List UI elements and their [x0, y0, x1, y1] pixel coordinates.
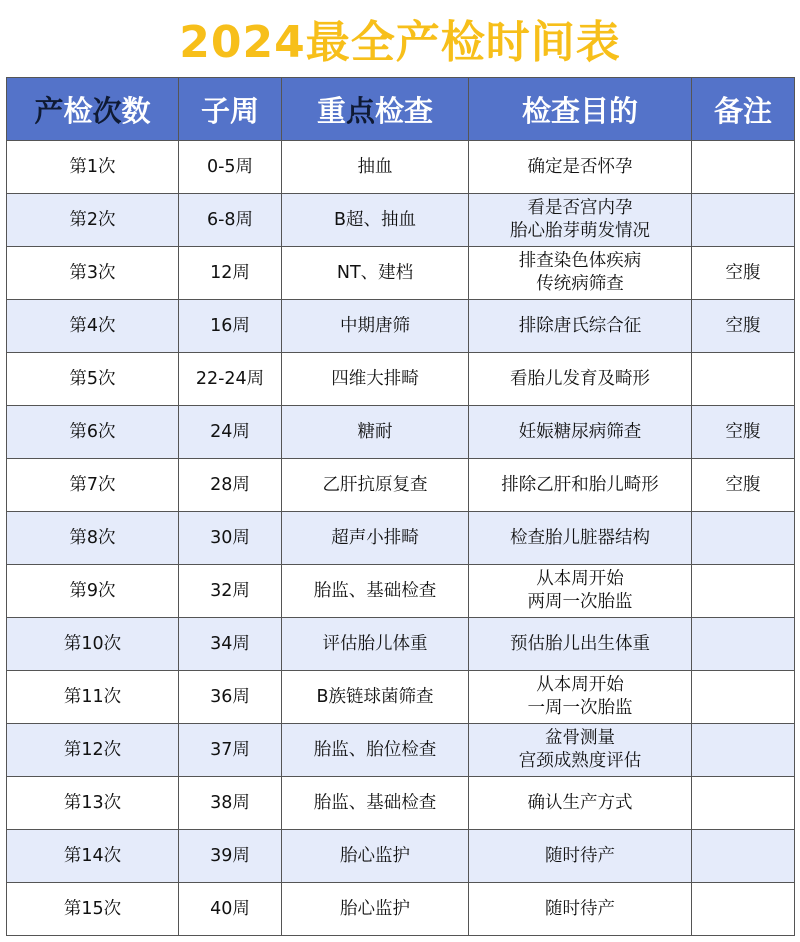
- cell-note: [692, 512, 795, 565]
- cell-visit: 第9次: [7, 565, 179, 618]
- purpose-line: 传统病筛查: [536, 274, 624, 294]
- cell-purpose: [469, 300, 692, 353]
- cell-focus: 乙肝抗原复查: [282, 459, 469, 512]
- purpose-line: 排除乙肝和胎儿畸形: [501, 474, 659, 495]
- cell-visit: 第10次: [7, 618, 179, 671]
- page-title: 2024最全产检时间表: [179, 17, 621, 68]
- table-row: [7, 565, 795, 618]
- cell-visit: 第1次: [7, 141, 179, 194]
- cell-week: 24周: [179, 406, 282, 459]
- cell-note: 空腹: [692, 406, 795, 459]
- purpose-line: 宫颈成熟度评估: [518, 751, 642, 771]
- purpose-line: 确认生产方式: [527, 792, 633, 813]
- cell-visit: 第5次: [7, 353, 179, 406]
- cell-focus: 胎心监护: [282, 830, 469, 883]
- cell-note: [692, 724, 795, 777]
- purpose-line: 盆骨测量: [545, 728, 615, 748]
- cell-purpose: [469, 353, 692, 406]
- cell-visit: 第8次: [7, 512, 179, 565]
- cell-visit: 第12次: [7, 724, 179, 777]
- cell-week: 34周: [179, 618, 282, 671]
- cell-visit: 第15次: [7, 883, 179, 936]
- cell-note: [692, 353, 795, 406]
- cell-week: 30周: [179, 512, 282, 565]
- cell-purpose: [469, 459, 692, 512]
- purpose-line: 随时待产: [545, 845, 615, 866]
- header-focus: 重点检查: [282, 78, 469, 141]
- header-week: 子周: [179, 78, 282, 141]
- cell-week: 38周: [179, 777, 282, 830]
- cell-visit: 第13次: [7, 777, 179, 830]
- cell-week: 6-8周: [179, 194, 282, 247]
- header-purpose: 检查目的: [469, 78, 692, 141]
- cell-week: 16周: [179, 300, 282, 353]
- cell-focus: 胎心监护: [282, 883, 469, 936]
- cell-week: 36周: [179, 671, 282, 724]
- cell-week: 39周: [179, 830, 282, 883]
- cell-purpose: [469, 194, 692, 247]
- purpose-line: 看是否宫内孕: [527, 198, 633, 218]
- cell-purpose: [469, 830, 692, 883]
- cell-purpose: [469, 512, 692, 565]
- cell-week: 40周: [179, 883, 282, 936]
- purpose-line: 两周一次胎监: [527, 592, 633, 612]
- table-row: [7, 830, 795, 883]
- purpose-line: 看胎儿发育及畸形: [510, 368, 650, 389]
- cell-note: 空腹: [692, 300, 795, 353]
- purpose-line: 预估胎儿出生体重: [510, 633, 650, 654]
- table-row: [7, 512, 795, 565]
- table-row: [7, 300, 795, 353]
- table-row: [7, 141, 795, 194]
- cell-week: 37周: [179, 724, 282, 777]
- table-row: [7, 618, 795, 671]
- cell-note: [692, 671, 795, 724]
- table-row: [7, 247, 795, 300]
- cell-note: 空腹: [692, 247, 795, 300]
- table-row: [7, 671, 795, 724]
- cell-purpose: [469, 406, 692, 459]
- cell-week: 0-5周: [179, 141, 282, 194]
- purpose-line: 随时待产: [545, 898, 615, 919]
- cell-note: [692, 883, 795, 936]
- cell-note: [692, 565, 795, 618]
- cell-focus: B族链球菌筛查: [282, 671, 469, 724]
- cell-week: 12周: [179, 247, 282, 300]
- cell-purpose: [469, 883, 692, 936]
- cell-focus: 胎监、胎位检查: [282, 724, 469, 777]
- table-body: [7, 141, 795, 936]
- table-row: [7, 883, 795, 936]
- cell-focus: 评估胎儿体重: [282, 618, 469, 671]
- header-row: [7, 78, 795, 141]
- cell-focus: 糖耐: [282, 406, 469, 459]
- cell-purpose: [469, 247, 692, 300]
- cell-week: 22-24周: [179, 353, 282, 406]
- purpose-line: 排除唐氏综合征: [518, 315, 642, 336]
- purpose-line: 从本周开始: [536, 569, 624, 589]
- table-row: [7, 406, 795, 459]
- cell-note: [692, 141, 795, 194]
- table-row: [7, 353, 795, 406]
- purpose-line: 检查胎儿脏器结构: [510, 527, 650, 548]
- prenatal-schedule-table: [6, 77, 795, 936]
- cell-note: 空腹: [692, 459, 795, 512]
- cell-visit: 第4次: [7, 300, 179, 353]
- cell-purpose: [469, 565, 692, 618]
- cell-visit: 第3次: [7, 247, 179, 300]
- table-row: [7, 724, 795, 777]
- header-note: 备注: [692, 78, 795, 141]
- purpose-line: 从本周开始: [536, 675, 624, 695]
- cell-focus: 超声小排畸: [282, 512, 469, 565]
- purpose-line: 一周一次胎监: [527, 698, 633, 718]
- cell-focus: 抽血: [282, 141, 469, 194]
- cell-focus: 胎监、基础检查: [282, 777, 469, 830]
- cell-purpose: [469, 141, 692, 194]
- cell-week: 32周: [179, 565, 282, 618]
- purpose-line: 妊娠糖尿病筛查: [518, 421, 642, 442]
- cell-week: 28周: [179, 459, 282, 512]
- cell-focus: 胎监、基础检查: [282, 565, 469, 618]
- table-row: [7, 777, 795, 830]
- cell-note: [692, 194, 795, 247]
- cell-visit: 第7次: [7, 459, 179, 512]
- cell-focus: B超、抽血: [282, 194, 469, 247]
- header-visit-count: 产检次数: [7, 78, 179, 141]
- cell-focus: 四维大排畸: [282, 353, 469, 406]
- cell-purpose: [469, 618, 692, 671]
- table-row: [7, 194, 795, 247]
- cell-focus: NT、建档: [282, 247, 469, 300]
- purpose-line: 确定是否怀孕: [527, 156, 633, 177]
- purpose-line: 胎心胎芽萌发情况: [510, 221, 650, 241]
- cell-visit: 第6次: [7, 406, 179, 459]
- cell-visit: 第14次: [7, 830, 179, 883]
- table-header: [7, 78, 795, 141]
- table-row: [7, 459, 795, 512]
- cell-purpose: [469, 724, 692, 777]
- purpose-line: 排查染色体疾病: [518, 251, 642, 271]
- cell-note: [692, 830, 795, 883]
- cell-visit: 第11次: [7, 671, 179, 724]
- cell-purpose: [469, 777, 692, 830]
- cell-note: [692, 777, 795, 830]
- cell-note: [692, 618, 795, 671]
- cell-visit: 第2次: [7, 194, 179, 247]
- cell-focus: 中期唐筛: [282, 300, 469, 353]
- cell-purpose: [469, 671, 692, 724]
